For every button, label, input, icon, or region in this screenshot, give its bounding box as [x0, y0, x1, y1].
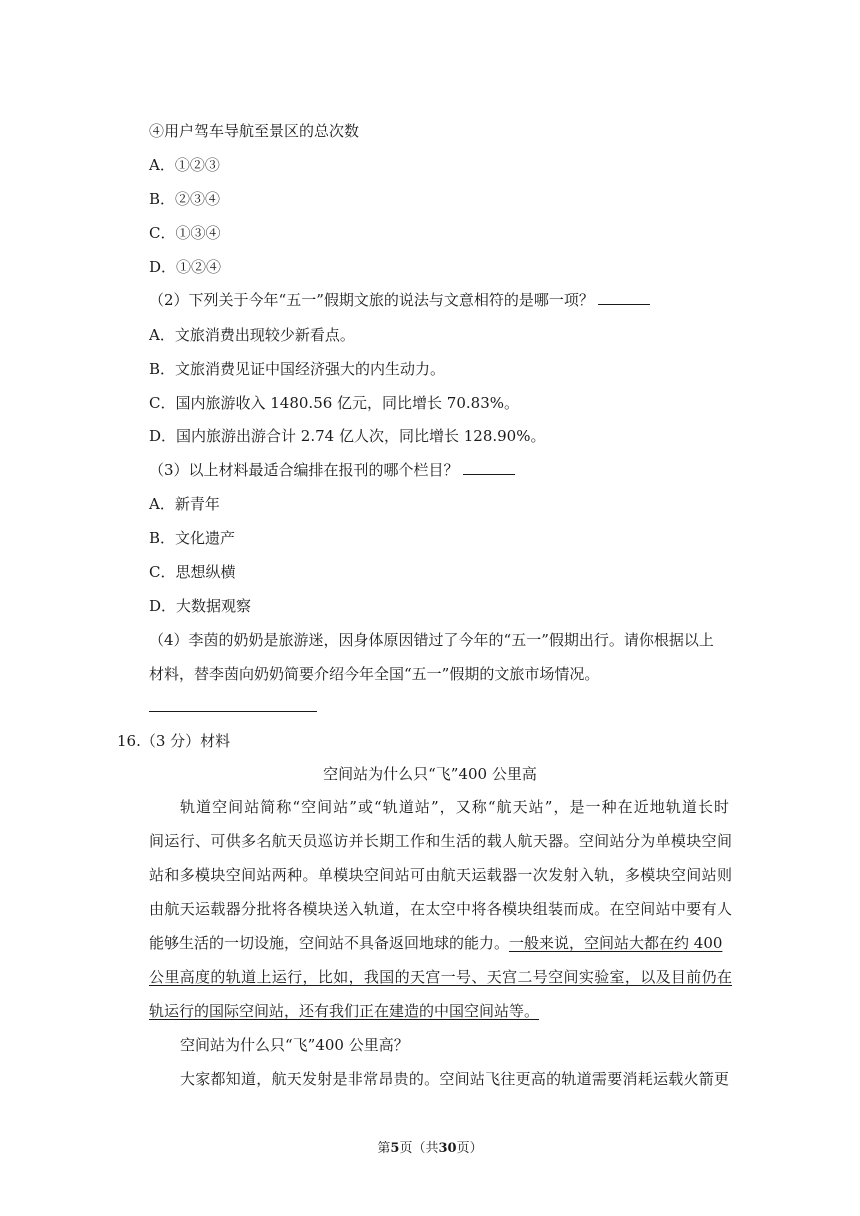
option-d: D．①②④ [149, 258, 222, 276]
item-4: ④用户驾车导航至景区的总次数 [149, 122, 360, 140]
footer-prefix: 第 [377, 1141, 391, 1156]
underlined-text: 轨运行的国际空间站，还有我们正在建造的中国空间站等。 [149, 1002, 540, 1020]
underlined-text: 一般来说，空间站大都在约 400 [509, 934, 723, 952]
footer-mid: 页（共 [399, 1141, 439, 1156]
question-3 [149, 460, 515, 480]
total-pages: 30 [438, 1141, 457, 1156]
page-number: 5 [390, 1141, 400, 1156]
option-a: A．新青年 [149, 495, 220, 513]
option-b: B．文旅消费见证中国经济强大的内生动力。 [149, 360, 446, 378]
question-4-line-1: （4）李茵的奶奶是旅游迷，因身体原因错过了今年的“五一”假期出行。请你根据以上 [149, 631, 714, 649]
option-c: C．国内旅游收入 1480.56 亿元，同比增长 70.83%。 [149, 394, 520, 412]
underlined-text: 公里高度的轨道上运行，比如，我国的天宫一号、天宫二号空间实验室，以及目前仍在 [149, 968, 732, 986]
option-b: B．②③④ [149, 190, 221, 208]
paragraph-line: 站和多模块空间站两种。单模块空间站可由航天运载器一次发射入轨，多模块空间站则 [149, 866, 732, 884]
paragraph-2: 空间站为什么只“飞”400 公里高？ [180, 1036, 409, 1054]
paragraph-line: 间运行、可供多名航天员巡访并长期工作和生活的载人航天器。空间站分为单模块空间 [149, 832, 732, 850]
option-d: D．国内旅游出游合计 2.74 亿人次，同比增长 128.90%。 [149, 427, 546, 445]
answer-blank [463, 473, 515, 475]
footer-suffix: 页） [456, 1141, 483, 1156]
paragraph-3: 大家都知道，航天发射是非常昂贵的。空间站飞往更高的轨道需要消耗运载火箭更 [180, 1070, 729, 1088]
paragraph-line [149, 933, 722, 953]
option-d: D．大数据观察 [149, 597, 252, 615]
answer-blank [598, 303, 650, 305]
paragraph-line: 由航天运载器分批将各模块送入轨道，在太空中将各模块组装而成。在空间站中要有人 [149, 900, 732, 918]
page-footer [0, 1140, 860, 1158]
plain-text: 能够生活的一切设施，空间站不具备返回地球的能力。 [149, 934, 510, 952]
option-c: C．思想纵横 [149, 563, 236, 581]
option-a: A．①②③ [149, 156, 220, 174]
question-2 [149, 290, 650, 310]
question-2-stem: （2）下列关于今年“五一”假期文旅的说法与文意相符的是哪一项？ [149, 291, 594, 309]
option-b: B．文化遗产 [149, 529, 236, 547]
question-3-stem: （3）以上材料最适合编排在报刊的哪个栏目？ [149, 461, 459, 479]
option-a: A．文旅消费出现较少新看点。 [149, 326, 355, 344]
question-4-line-2: 材料，替李茵向奶奶简要介绍今年全国“五一”假期的文旅市场情况。 [149, 665, 600, 683]
option-c: C．①③④ [149, 224, 221, 242]
question-16-header: 16.（3 分）材料 [117, 732, 231, 750]
answer-line [149, 711, 317, 712]
article-title: 空间站为什么只“飞”400 公里高 [323, 765, 537, 783]
paragraph-line: 轨道空间站简称“空间站”或“轨道站”，又称“航天站”，是一种在近地轨道长时 [180, 798, 729, 816]
